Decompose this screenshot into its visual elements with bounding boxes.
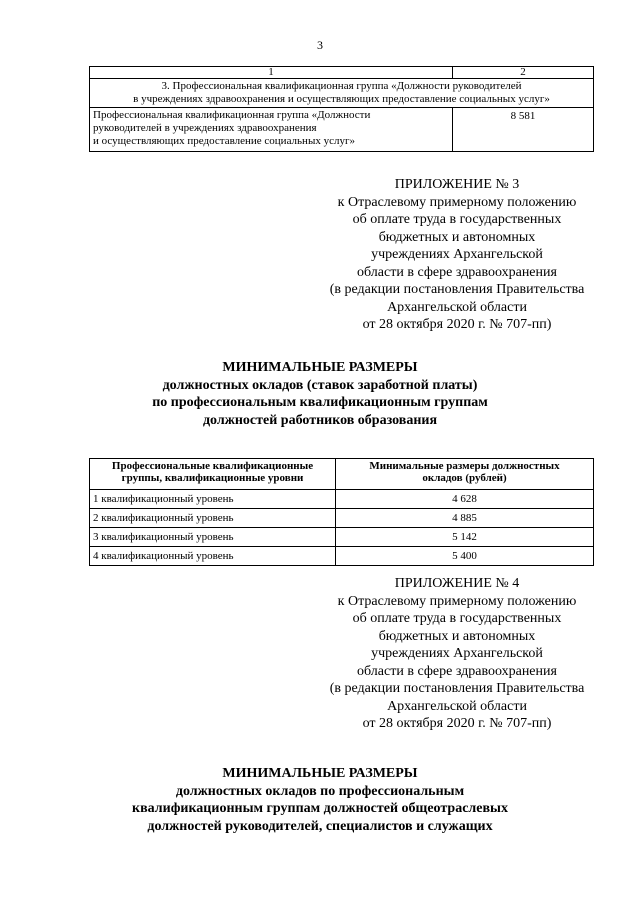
heading-line: должностных окладов (ставок заработной платы) [162, 377, 478, 393]
appendix-4-block [297, 575, 617, 733]
group-name-line: руководителей в учреждениях здравоохранения [93, 122, 317, 134]
appendix-line: бюджетных и автономных [378, 628, 536, 644]
group-name-line: Профессиональная квалификационная группа «Должности [93, 109, 371, 121]
appendix-title: ПРИЛОЖЕНИЕ № 3 [394, 177, 520, 192]
heading-line: квалификационным группам должностей общеотраслевых [132, 801, 508, 816]
appendix-title: ПРИЛОЖЕНИЕ № 4 [394, 576, 520, 591]
appendix-line: учреждениях Архангельской [371, 247, 543, 262]
salary-value-cell: 8 581 [453, 108, 594, 152]
appendix-line: области в сфере здравоохранения [357, 663, 557, 679]
appendix-line: (в редакции постановления Правительства [329, 681, 585, 696]
header-line: Минимальные размеры должностных [369, 460, 560, 472]
qualification-level-cell: 2 квалификационный уровень [90, 509, 336, 528]
group-title-cell [90, 79, 594, 108]
salary-table-healthcare-managers [89, 66, 594, 152]
appendix-line: к Отраслевому примерному положению [337, 194, 577, 210]
table-row [90, 490, 594, 509]
header-line: окладов (рублей) [422, 472, 507, 484]
header-cell-salaries [336, 459, 594, 490]
appendix-line: (в редакции постановления Правительства [329, 282, 585, 297]
table-row [90, 547, 594, 566]
column-number-1: 1 [90, 67, 453, 79]
appendix-line: Архангельской области [387, 698, 527, 714]
group-title-line: в учреждениях здравоохранения и осуществляющих предоставление социальных услуг» [133, 93, 550, 105]
heading-line: должностных окладов по профессиональным [175, 783, 465, 799]
appendix-line: области в сфере здравоохранения [357, 264, 557, 280]
appendix-line: от 28 октября 2020 г. № 707-пп) [362, 716, 552, 731]
appendix-line: об оплате труда в государственных [352, 611, 562, 626]
heading-line: по профессиональным квалификационным группам [152, 395, 488, 410]
section-heading-general [0, 765, 640, 835]
appendix-line: бюджетных и автономных [378, 229, 536, 245]
table-row [90, 108, 594, 152]
appendix-3-block [297, 176, 617, 334]
appendix-line: Архангельской области [387, 299, 527, 315]
salary-value-cell: 5 400 [336, 547, 594, 566]
salary-value-cell: 5 142 [336, 528, 594, 547]
header-line: группы, квалификационные уровни [121, 472, 304, 484]
group-title-line: 3. Профессиональная квалификационная группа «Должности руководителей [161, 80, 522, 92]
column-number-row [90, 67, 594, 79]
appendix-line: об оплате труда в государственных [352, 212, 562, 227]
header-line: Профессиональные квалификационные [111, 460, 314, 472]
salary-table-education [89, 458, 594, 566]
salary-value-cell: 4 885 [336, 509, 594, 528]
heading-line: МИНИМАЛЬНЫЕ РАЗМЕРЫ [222, 360, 418, 375]
page-number: 3 [317, 38, 323, 52]
table-row [90, 509, 594, 528]
group-title-row [90, 79, 594, 108]
heading-line: должностей работников образования [202, 412, 438, 428]
group-name-line: и осуществляющих предоставление социальных услуг» [93, 135, 355, 147]
salary-value-cell: 4 628 [336, 490, 594, 509]
appendix-line: к Отраслевому примерному положению [337, 593, 577, 609]
qualification-level-cell: 3 квалификационный уровень [90, 528, 336, 547]
heading-line: должностей руководителей, специалистов и служащих [147, 818, 493, 834]
section-heading-education [0, 359, 640, 429]
header-row [90, 459, 594, 490]
qualification-level-cell: 4 квалификационный уровень [90, 547, 336, 566]
qualification-level-cell: 1 квалификационный уровень [90, 490, 336, 509]
group-name-cell [90, 108, 453, 152]
heading-line: МИНИМАЛЬНЫЕ РАЗМЕРЫ [222, 766, 418, 781]
appendix-line: от 28 октября 2020 г. № 707-пп) [362, 317, 552, 332]
column-number-2: 2 [453, 67, 594, 79]
header-cell-groups [90, 459, 336, 490]
table-row [90, 528, 594, 547]
appendix-line: учреждениях Архангельской [371, 646, 543, 661]
